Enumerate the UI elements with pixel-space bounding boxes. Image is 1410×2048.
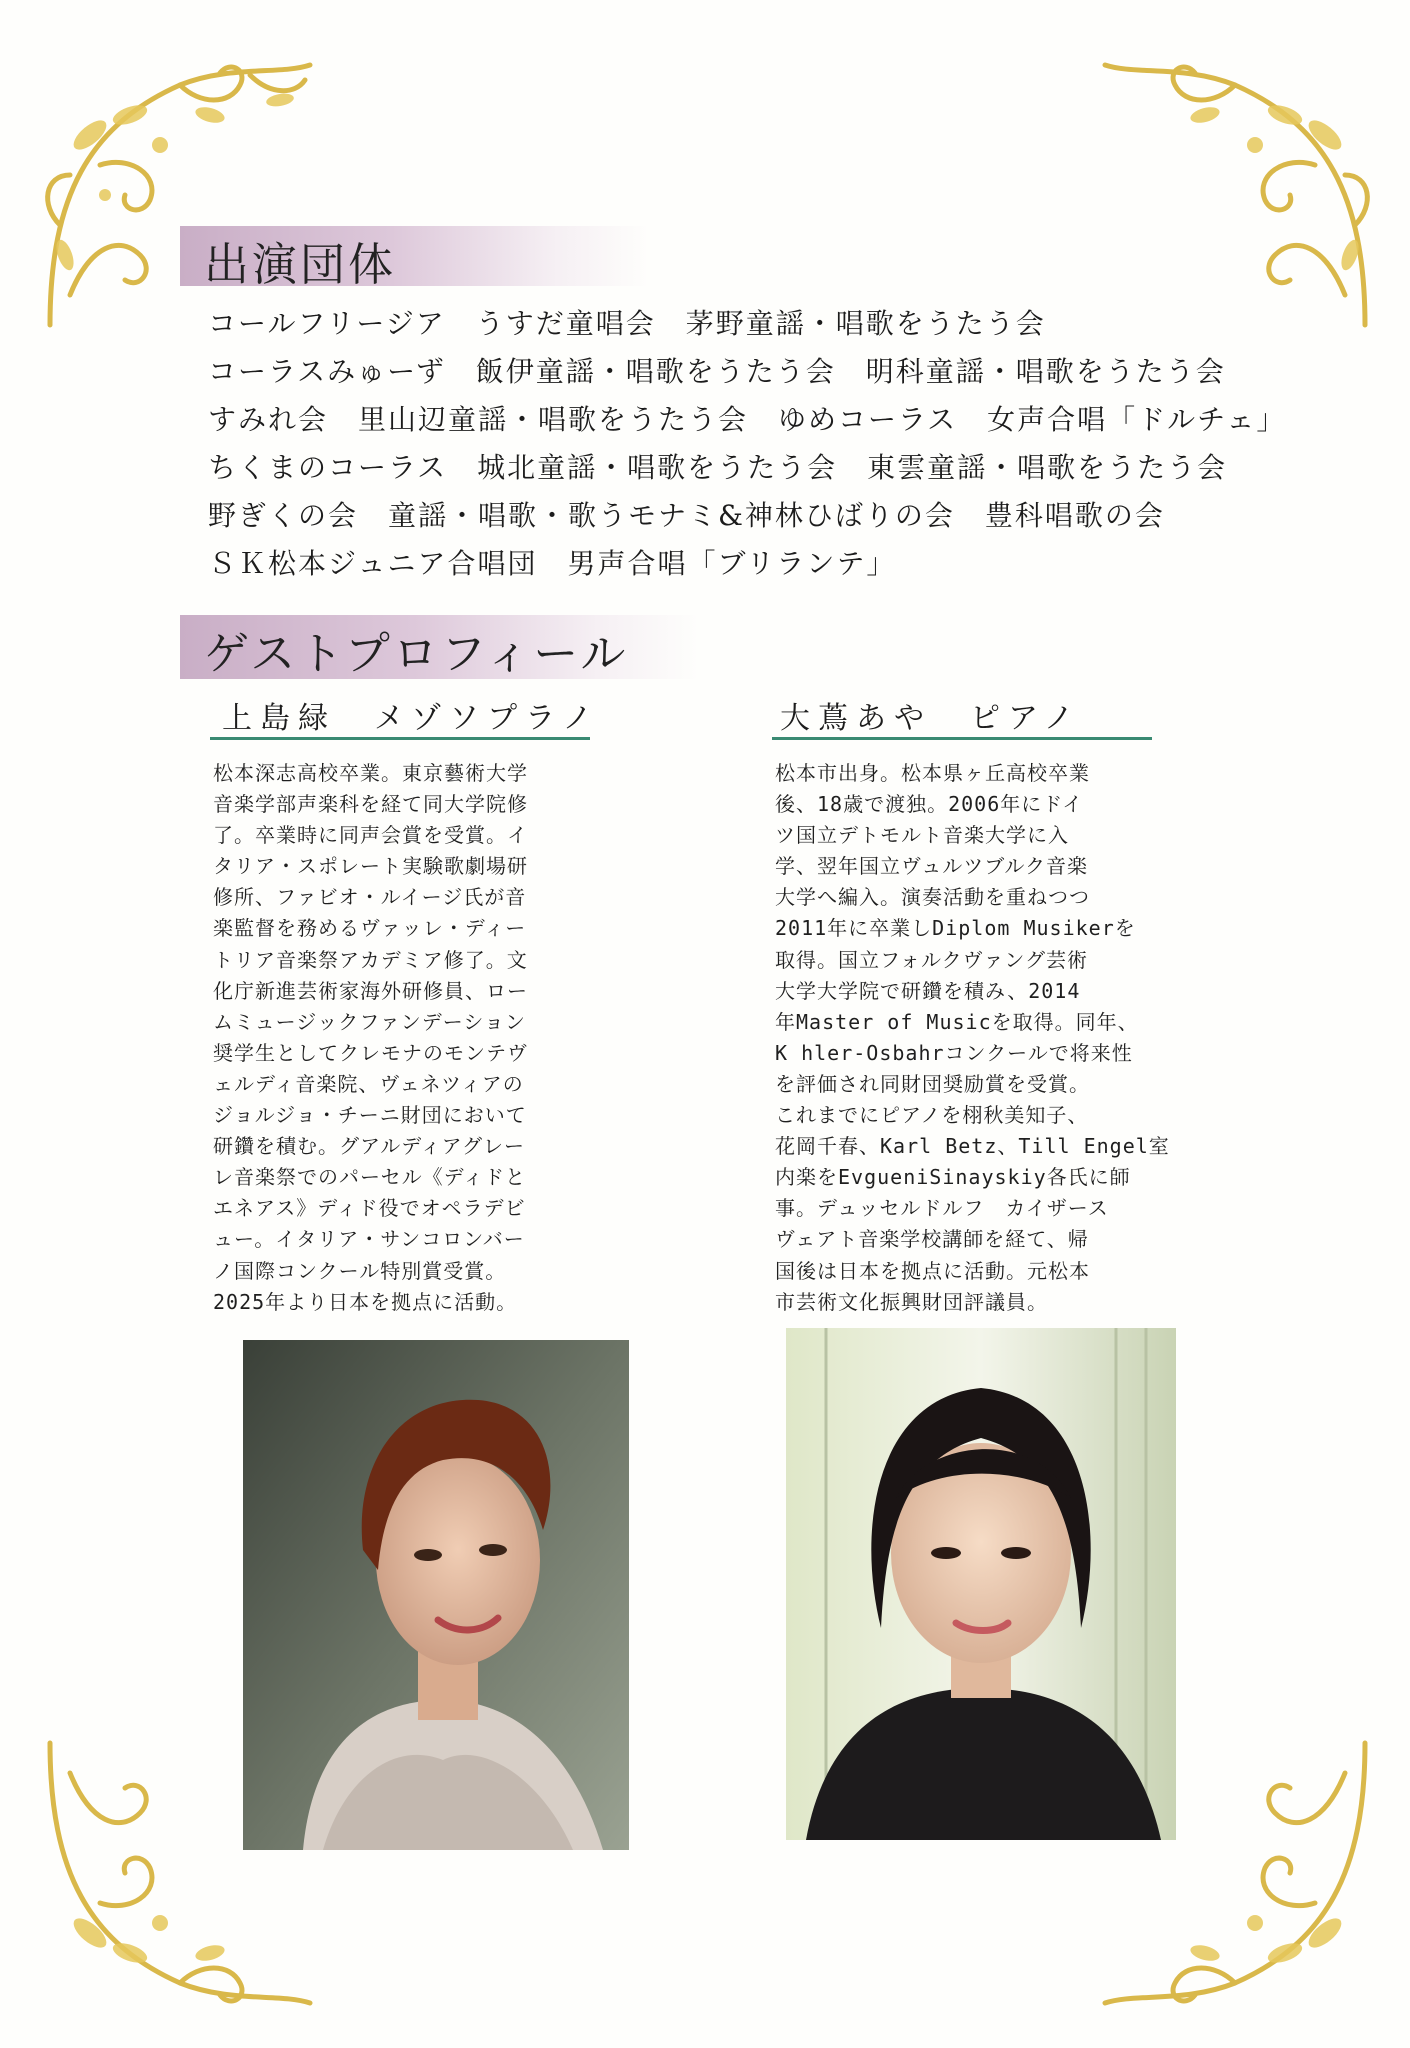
group-line: ＳＫ松本ジュニア合唱団 男声合唱「ブリランテ」 — [208, 547, 897, 580]
group-line: コールフリージア うすだ童唱会 茅野童謡・唱歌をうたう会 — [208, 307, 1046, 340]
bio-line: ノ国際コンクール特別賞受賞。 — [213, 1258, 507, 1283]
group-line: ちくまのコーラス 城北童謡・唱歌をうたう会 東雲童謡・唱歌をうたう会 — [208, 451, 1228, 484]
guest-bio — [775, 758, 1219, 1318]
bio-line: ェルディ音楽院、ヴェネツィアの — [213, 1071, 524, 1096]
bio-line: ヴェアト音楽学校講師を経て、帰 — [775, 1227, 1089, 1252]
guests-heading: ゲストプロフィール — [204, 627, 629, 680]
bio-line: レ音楽祭でのパーセル《ディドと — [213, 1165, 526, 1190]
bio-line: ュー。イタリア・サンコロンバー — [213, 1227, 525, 1252]
bio-line: 取得。国立フォルクヴァング芸術 — [775, 947, 1088, 972]
guest-bio — [213, 758, 657, 1318]
guest-name-underline — [210, 737, 590, 740]
bio-line: エネアス》ディド役でオペラデビ — [213, 1196, 526, 1221]
bio-line: 松本深志高校卒業。東京藝術大学 — [213, 761, 528, 785]
guests-heading-band — [180, 615, 700, 679]
bio-line: 2011年に卒業しDiplom Musikerを — [775, 916, 1136, 941]
bio-line: 国後は日本を拠点に活動。元松本 — [775, 1258, 1090, 1283]
guest-photo-pianist — [786, 1328, 1176, 1840]
bio-line: ジョルジョ・チーニ財団において — [213, 1103, 527, 1128]
bio-line: 花岡千春、Karl Betz、Till Engel室 — [775, 1134, 1170, 1159]
bio-line: 了。卒業時に同声会賞を受賞。イ — [213, 823, 528, 848]
group-line: 野ぎくの会 童謡・唱歌・歌うモナミ&神林ひばりの会 豊科唱歌の会 — [208, 499, 1165, 532]
bio-line: 松本市出身。松本県ヶ丘高校卒業 — [775, 761, 1090, 785]
bio-line: 修所、ファビオ・ルイージ氏が音 — [213, 885, 527, 910]
bio-line: トリア音楽祭アカデミア修了。文 — [213, 947, 528, 972]
groups-heading-band — [180, 226, 650, 291]
group-line: すみれ会 里山辺童謡・唱歌をうたう会 ゆめコーラス 女声合唱「ドルチェ」 — [208, 403, 1287, 436]
bio-line: 事。デュッセルドルフ カイザース — [775, 1196, 1109, 1221]
bio-line: 市芸術文化振興財団評議員。 — [775, 1289, 1048, 1314]
groups-heading: 出演団体 — [204, 238, 397, 291]
bio-line: 大学大学院で研鑽を積み、2014 — [775, 978, 1081, 1003]
guest-name: 上島緑 メゾソプラノ — [222, 701, 601, 736]
bio-line: 後、18歳で渡独。2006年にドイ — [775, 792, 1084, 817]
bio-line: 奨学生としてクレモナのモンテヴ — [213, 1040, 528, 1065]
bio-line: タリア・スポレート実験歌劇場研 — [213, 854, 528, 879]
bio-line: 化庁新進芸術家海外研修員、ロー — [213, 978, 528, 1003]
bio-line: 年Master of Musicを取得。同年、 — [775, 1009, 1139, 1034]
group-line: コーラスみゅーず 飯伊童謡・唱歌をうたう会 明科童謡・唱歌をうたう会 — [208, 355, 1226, 388]
guest-name-underline — [772, 737, 1152, 740]
bio-line: K hler-Osbahrコンクールで将来性 — [775, 1040, 1133, 1065]
bio-line: 内楽をEvgueniSinayskiy各氏に師 — [775, 1165, 1131, 1190]
bio-line: 研鑽を積む。グアルディアグレー — [213, 1134, 525, 1159]
bio-line: ムミュージックファンデーション — [213, 1009, 526, 1034]
bio-line: これまでにピアノを栩秋美知子、 — [775, 1103, 1089, 1128]
guest-photo-mezzo-soprano — [243, 1340, 629, 1850]
bio-line: 楽監督を務めるヴァッレ・ディー — [213, 916, 527, 941]
guest-name: 大蔦あや ピアノ — [780, 701, 1082, 736]
group-list — [208, 300, 1287, 588]
bio-line: 2025年より日本を拠点に活動。 — [213, 1289, 518, 1314]
bio-line: 学、翌年国立ヴュルツブルク音楽 — [775, 854, 1088, 879]
bio-line: 音楽学部声楽科を経て同大学院修 — [213, 792, 528, 817]
bio-line: 大学へ編入。演奏活動を重ねつつ — [775, 885, 1090, 910]
bio-line: ツ国立デトモルト音楽大学に入 — [775, 823, 1069, 848]
bio-line: を評価され同財団奨励賞を受賞。 — [775, 1071, 1090, 1096]
